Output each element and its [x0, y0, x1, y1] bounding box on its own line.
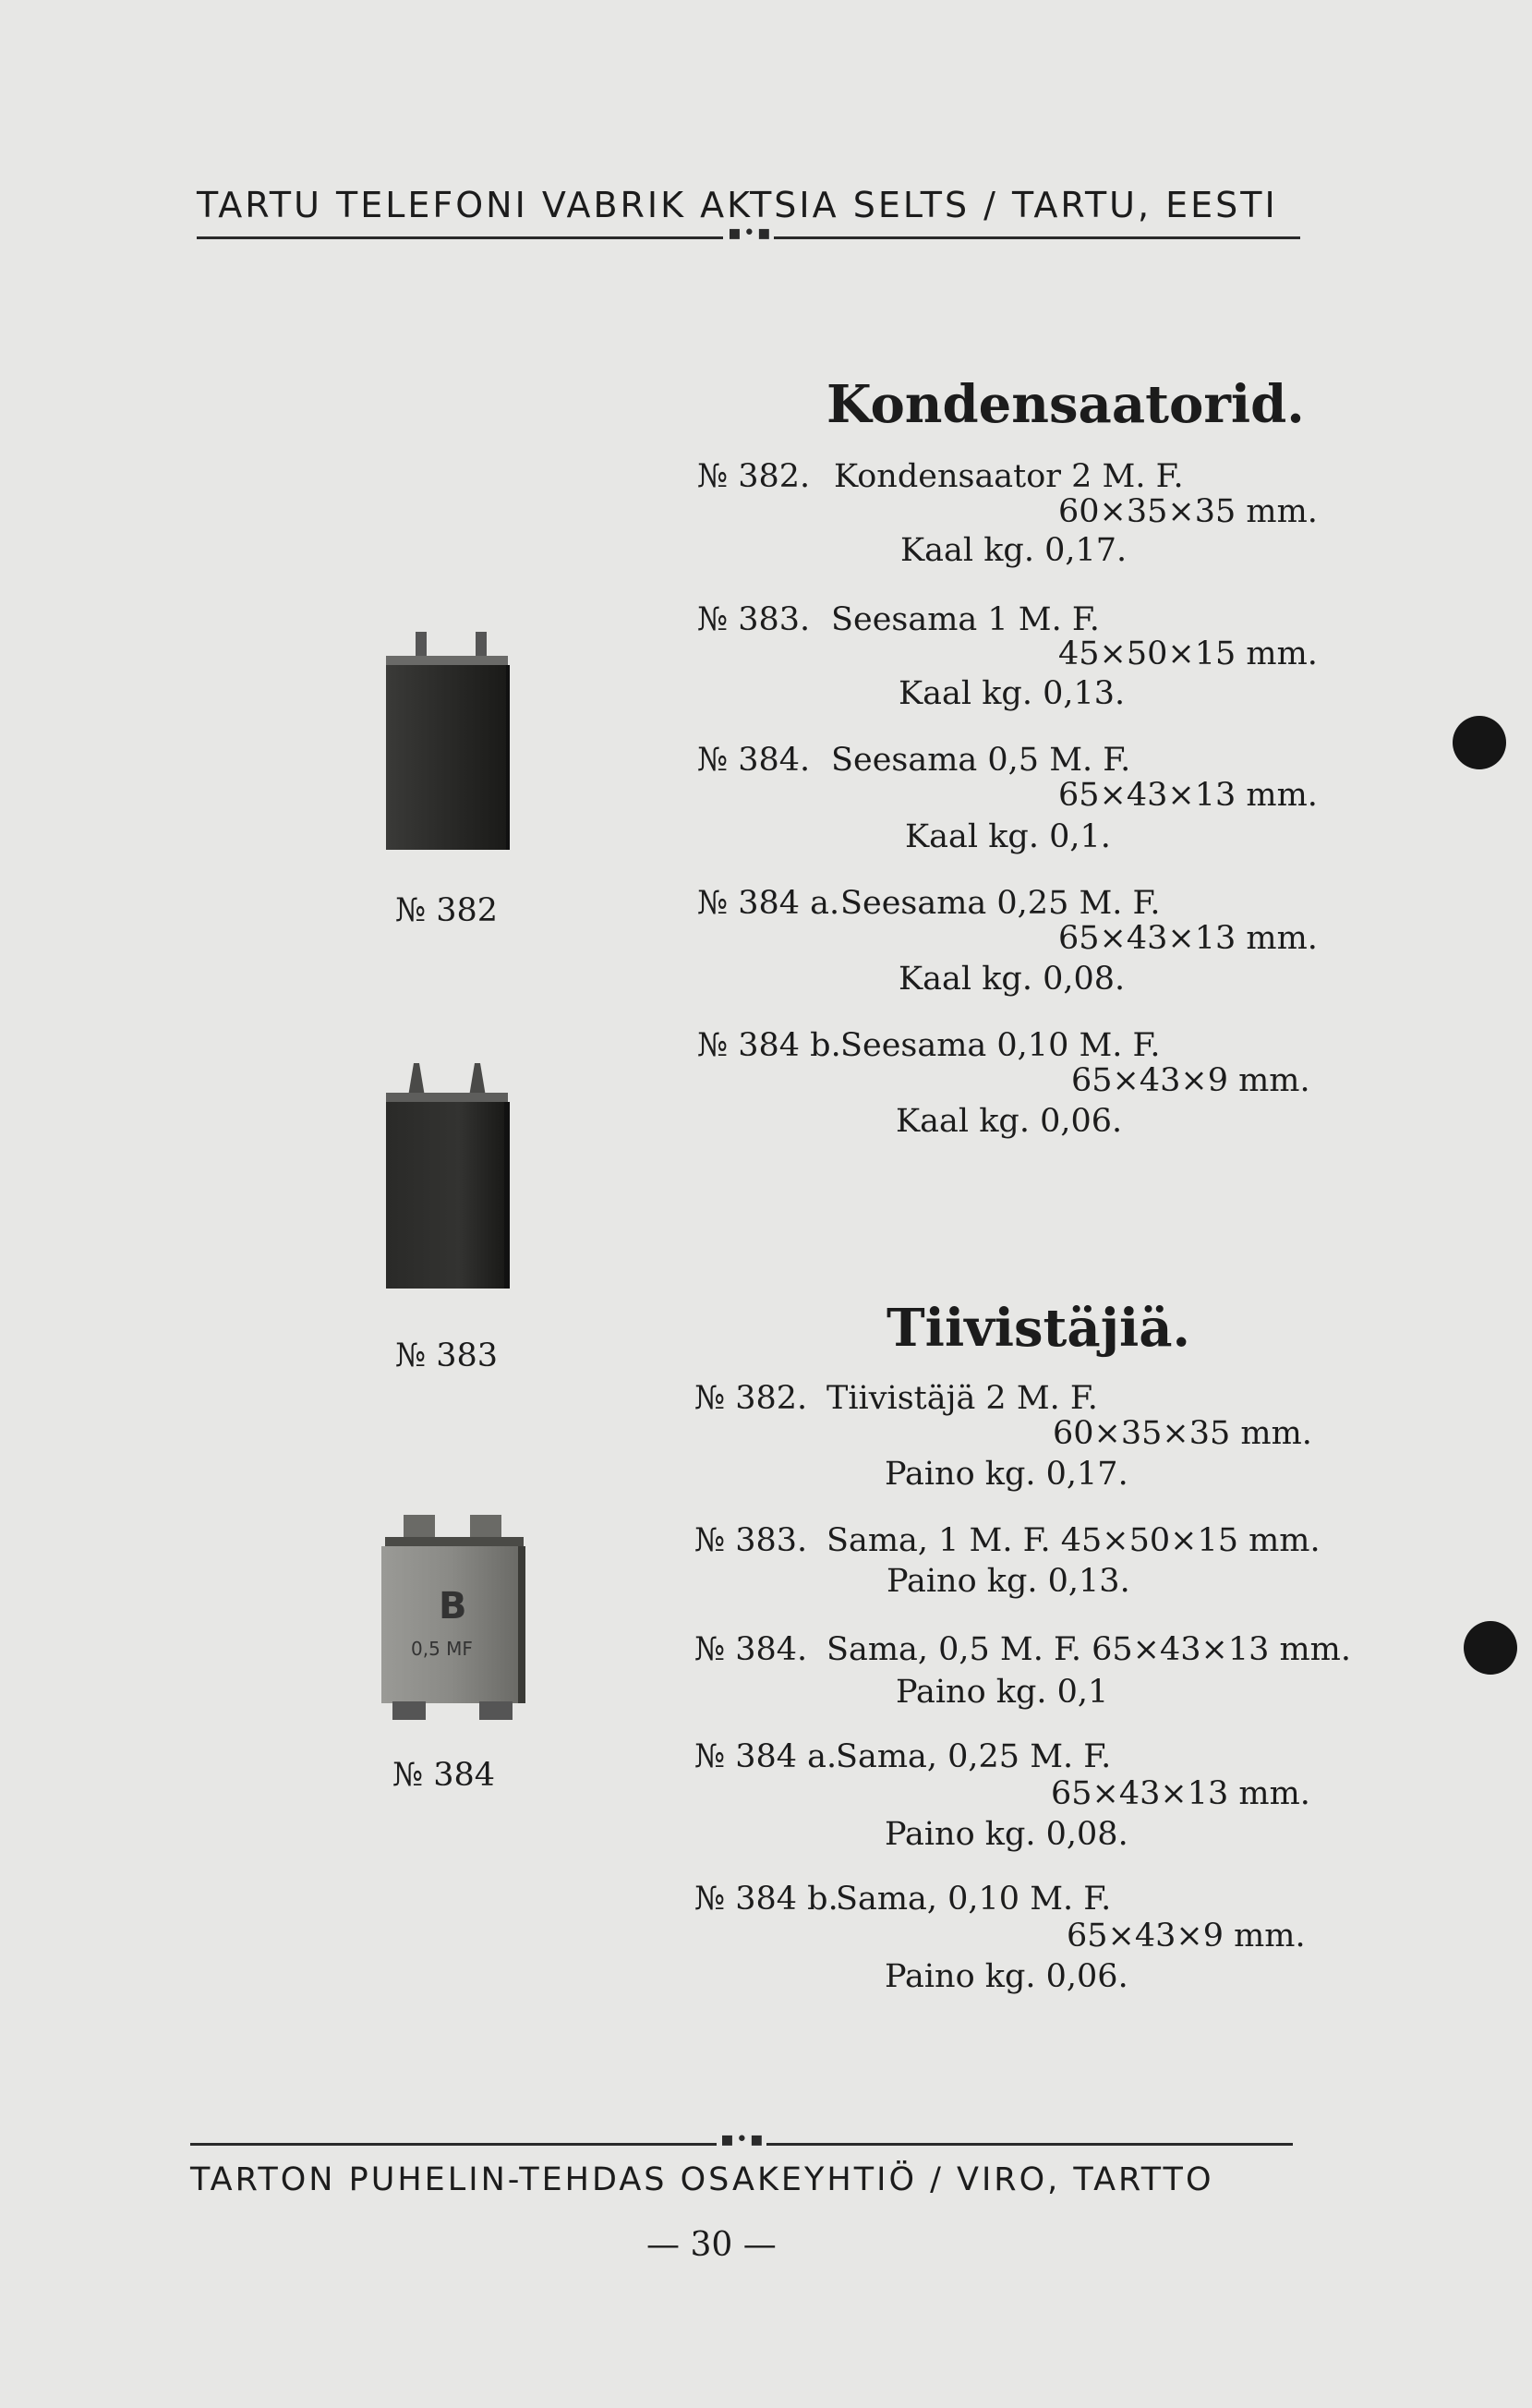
item-dimensions: 65×43×13 mm. — [1058, 920, 1318, 957]
item-dimensions: 65×43×13 mm. — [1058, 777, 1318, 814]
footer-rule-right — [766, 2143, 1293, 2146]
item-weight: Paino kg. 0,17. — [885, 1456, 1128, 1493]
item-name: Seesama 0,10 M. F. — [840, 1027, 1161, 1064]
item-weight: Paino kg. 0,08. — [885, 1816, 1128, 1853]
capacitor-382-image — [379, 628, 517, 854]
item-dimensions: 65×43×9 mm. — [1067, 1918, 1306, 1954]
item-weight: Paino kg. 0,13. — [887, 1563, 1130, 1600]
item-number: № 384. — [697, 742, 811, 779]
capacitor-label-logo: B — [439, 1585, 467, 1628]
item-weight: Kaal kg. 0,06. — [896, 1103, 1123, 1140]
page-number: — 30 — — [646, 2226, 777, 2264]
item-number: № 384 a. — [697, 885, 840, 922]
item-name: Sama, 0,25 M. F. — [836, 1738, 1112, 1775]
item-number: № 383. — [697, 601, 811, 638]
page-header: TARTU TELEFONI VABRIK AKTSIA SELTS / TARTU, EESTI — [197, 185, 1278, 225]
section-title-kondensaatorid: Kondensaatorid. — [826, 374, 1305, 435]
item-name: Sama, 0,10 M. F. — [836, 1881, 1112, 1918]
item-name: Sama, 0,5 M. F. 65×43×13 mm. — [826, 1631, 1351, 1668]
item-weight: Paino kg. 0,1 — [896, 1674, 1109, 1711]
item-number: № 384 b. — [694, 1881, 838, 1918]
item-name: Seesama 0,25 M. F. — [840, 885, 1161, 922]
item-number: № 382. — [694, 1380, 808, 1417]
item-number: № 384 a. — [694, 1738, 838, 1775]
header-rule-left — [197, 236, 723, 239]
capacitor-384-image — [374, 1506, 531, 1736]
item-name: Seesama 0,5 M. F. — [831, 742, 1131, 779]
item-dimensions: 60×35×35 mm. — [1058, 493, 1318, 530]
item-number: № 384. — [694, 1631, 808, 1668]
item-number: № 384 b. — [697, 1027, 841, 1064]
item-weight: Kaal kg. 0,13. — [899, 675, 1126, 712]
item-weight: Kaal kg. 0,08. — [899, 961, 1126, 998]
image-caption: № 384 — [392, 1757, 496, 1794]
image-caption: № 383 — [395, 1337, 499, 1374]
punch-hole — [1453, 716, 1506, 769]
item-name: Seesama 1 M. F. — [831, 601, 1100, 638]
item-name: Tiivistäjä 2 M. F. — [826, 1380, 1098, 1417]
item-dimensions: 65×43×9 mm. — [1071, 1062, 1310, 1099]
item-name: Kondensaator 2 M. F. — [834, 458, 1184, 495]
header-rule-right — [774, 236, 1300, 239]
capacitor-383-image — [379, 1058, 517, 1293]
item-weight: Kaal kg. 0,1. — [905, 818, 1111, 855]
item-number: № 382. — [697, 458, 811, 495]
capacitor-label-value: 0,5 MF — [411, 1638, 473, 1660]
footer-rule-ornament: ▪•▪ — [720, 2128, 766, 2151]
item-dimensions: 65×43×13 mm. — [1051, 1775, 1310, 1812]
page-footer: TARTON PUHELIN-TEHDAS OSAKEYHTIÖ / VIRO, TARTTO — [190, 2161, 1214, 2198]
item-dimensions: 45×50×15 mm. — [1058, 635, 1318, 672]
image-caption: № 382 — [395, 892, 499, 929]
item-dimensions: 60×35×35 mm. — [1053, 1415, 1312, 1452]
item-number: № 383. — [694, 1522, 808, 1559]
item-weight: Paino kg. 0,06. — [885, 1958, 1128, 1995]
item-weight: Kaal kg. 0,17. — [900, 532, 1128, 569]
item-name: Sama, 1 M. F. 45×50×15 mm. — [826, 1522, 1321, 1559]
punch-hole — [1464, 1621, 1517, 1675]
header-rule-ornament: ▪•▪ — [728, 222, 773, 245]
footer-rule-left — [190, 2143, 717, 2146]
section-title-tiivistajia: Tiivistäjiä. — [887, 1298, 1191, 1359]
